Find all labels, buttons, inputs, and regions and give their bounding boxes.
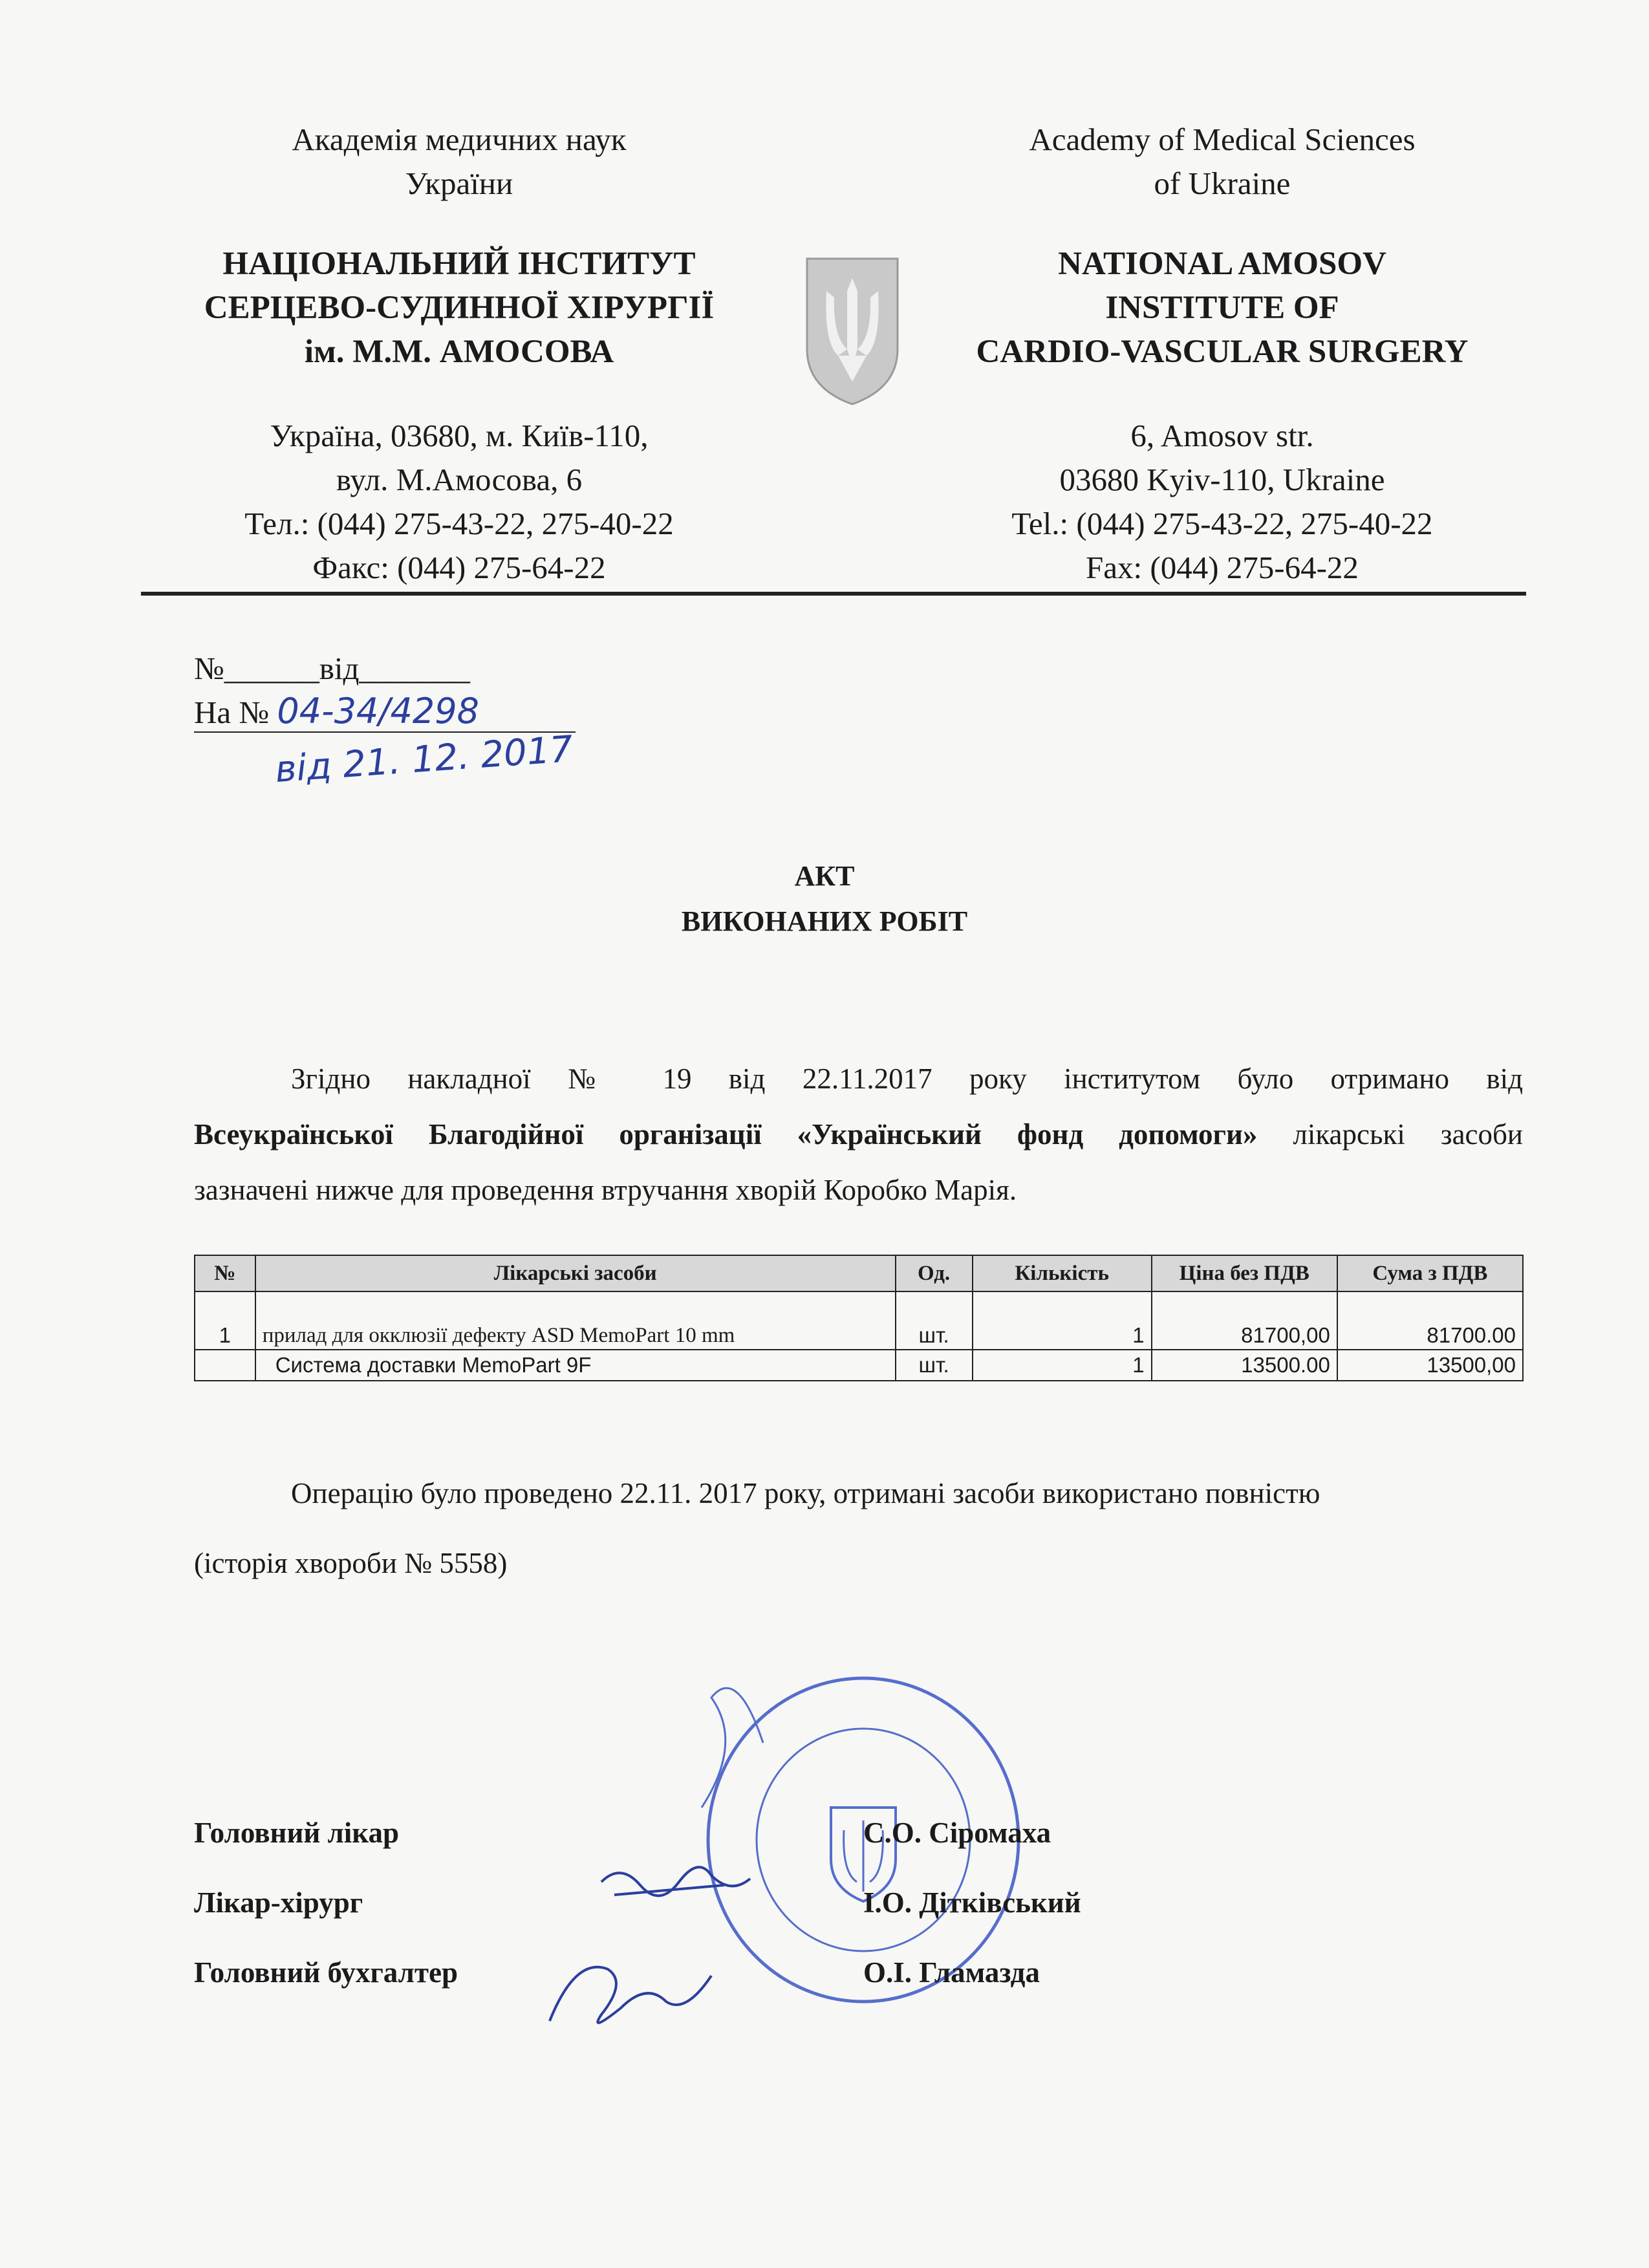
medical-supplies-table	[194, 1255, 1524, 1381]
institute-name-ua-3: ім. М.М. АМОСОВА	[304, 334, 614, 370]
signature-name: І.О. Дітківський	[863, 1886, 1081, 1919]
institute-name-ua-1: НАЦІОНАЛЬНИЙ ІНСТИТУТ	[222, 246, 696, 282]
operation-line-1: Операцію було проведено 22.11. 2017 року, отримані засоби використано повністю	[291, 1477, 1320, 1509]
row-2-total: 13500,00	[1337, 1350, 1523, 1381]
intro-line-1: Згідно накладної № 19 від 22.11.2017 року інститутом було отримано від	[291, 1063, 1523, 1095]
row-2-price: 13500.00	[1152, 1350, 1337, 1381]
signature-role: Головний бухгалтер	[194, 1956, 458, 1989]
institute-name-en-2: INSTITUTE OF	[1105, 290, 1339, 326]
row-2-number	[195, 1350, 255, 1381]
header-right	[899, 118, 1546, 590]
document-title	[0, 854, 1649, 944]
operation-line-2: (історія хвороби № 5558)	[194, 1547, 508, 1579]
row-2-item: Система доставки MemoPart 9F	[255, 1350, 896, 1381]
row-1-total: 81700.00	[1337, 1291, 1523, 1350]
address-en-1: 6, Amosov str.	[1130, 418, 1314, 453]
title-line-1: АКТ	[794, 860, 855, 892]
col-number: №	[195, 1255, 255, 1291]
institute-name-en-3: CARDIO-VASCULAR SURGERY	[976, 334, 1469, 370]
table-header-row	[195, 1255, 1523, 1291]
table-row	[195, 1350, 1523, 1381]
col-total: Сума з ПДВ	[1337, 1255, 1523, 1291]
address-ua-1: Україна, 03680, м. Київ-110,	[270, 418, 649, 453]
intro-line-3: зазначені нижче для проведення втручання хворій Коробко Марія.	[194, 1174, 1017, 1206]
signature-name: С.О. Сіромаха	[863, 1817, 1051, 1849]
academy-country-ua: України	[405, 166, 513, 201]
signature-name: О.І. Гламазда	[863, 1956, 1040, 1989]
table-row	[195, 1291, 1523, 1350]
phone-ua: Тел.: (044) 275-43-22, 275-40-22	[244, 506, 674, 541]
academy-name-ua: Академія медичних наук	[292, 122, 627, 157]
row-1-item: прилад для окклюзії дефекту ASD MemoPart 10 mm	[255, 1291, 896, 1350]
signature-row	[194, 1886, 1132, 1956]
handwritten-ref-number: 04-34/4298	[277, 691, 479, 731]
signatures-block	[194, 1816, 1132, 2025]
phone-en: Tel.: (044) 275-43-22, 275-40-22	[1011, 506, 1433, 541]
institute-name-ua-2: СЕРЦЕВО-СУДИННОЇ ХІРУРГІЇ	[204, 290, 715, 326]
row-2-unit: шт.	[896, 1350, 973, 1381]
row-1-number: 1	[195, 1291, 255, 1350]
academy-country-en: of Ukraine	[1154, 166, 1291, 201]
handwritten-ref-date: від 21. 12. 2017	[274, 728, 575, 792]
fax-en: Fax: (044) 275-64-22	[1086, 550, 1359, 585]
col-price: Ціна без ПДВ	[1152, 1255, 1337, 1291]
header-left	[136, 118, 782, 590]
institute-name-en-1: NATIONAL AMOSOV	[1058, 246, 1386, 282]
incoming-number-label: На №	[194, 695, 270, 730]
col-unit: Од.	[896, 1255, 973, 1291]
row-1-quantity: 1	[973, 1291, 1152, 1350]
intro-line-2-tail: лікарські засоби	[1257, 1118, 1523, 1150]
operation-paragraph	[194, 1458, 1523, 1598]
row-1-price: 81700,00	[1152, 1291, 1337, 1350]
col-supplies: Лікарські засоби	[255, 1255, 896, 1291]
donor-organization: Всеукраїнської Благодійної організації «Український фонд допомоги»	[194, 1118, 1258, 1150]
signature-role: Головний лікар	[194, 1817, 400, 1849]
signature-row	[194, 1956, 1132, 2025]
row-1-unit: шт.	[896, 1291, 973, 1350]
incoming-number-line	[194, 691, 576, 733]
intro-paragraph	[194, 1051, 1523, 1218]
outgoing-number-line: №______від_______	[194, 651, 470, 686]
signature-row	[194, 1816, 1132, 1886]
row-2-quantity: 1	[973, 1350, 1152, 1381]
fax-ua: Факс: (044) 275-64-22	[312, 550, 606, 585]
title-line-2: ВИКОНАНИХ РОБІТ	[681, 905, 968, 937]
coat-of-arms-emblem	[801, 252, 904, 407]
address-ua-2: вул. М.Амосова, 6	[336, 462, 583, 497]
address-en-2: 03680 Kyiv-110, Ukraine	[1059, 462, 1385, 497]
academy-name-en: Academy of Medical Sciences	[1029, 122, 1416, 157]
col-quantity: Кількість	[973, 1255, 1152, 1291]
signature-role: Лікар-хірург	[194, 1886, 363, 1919]
header-divider	[141, 592, 1526, 596]
